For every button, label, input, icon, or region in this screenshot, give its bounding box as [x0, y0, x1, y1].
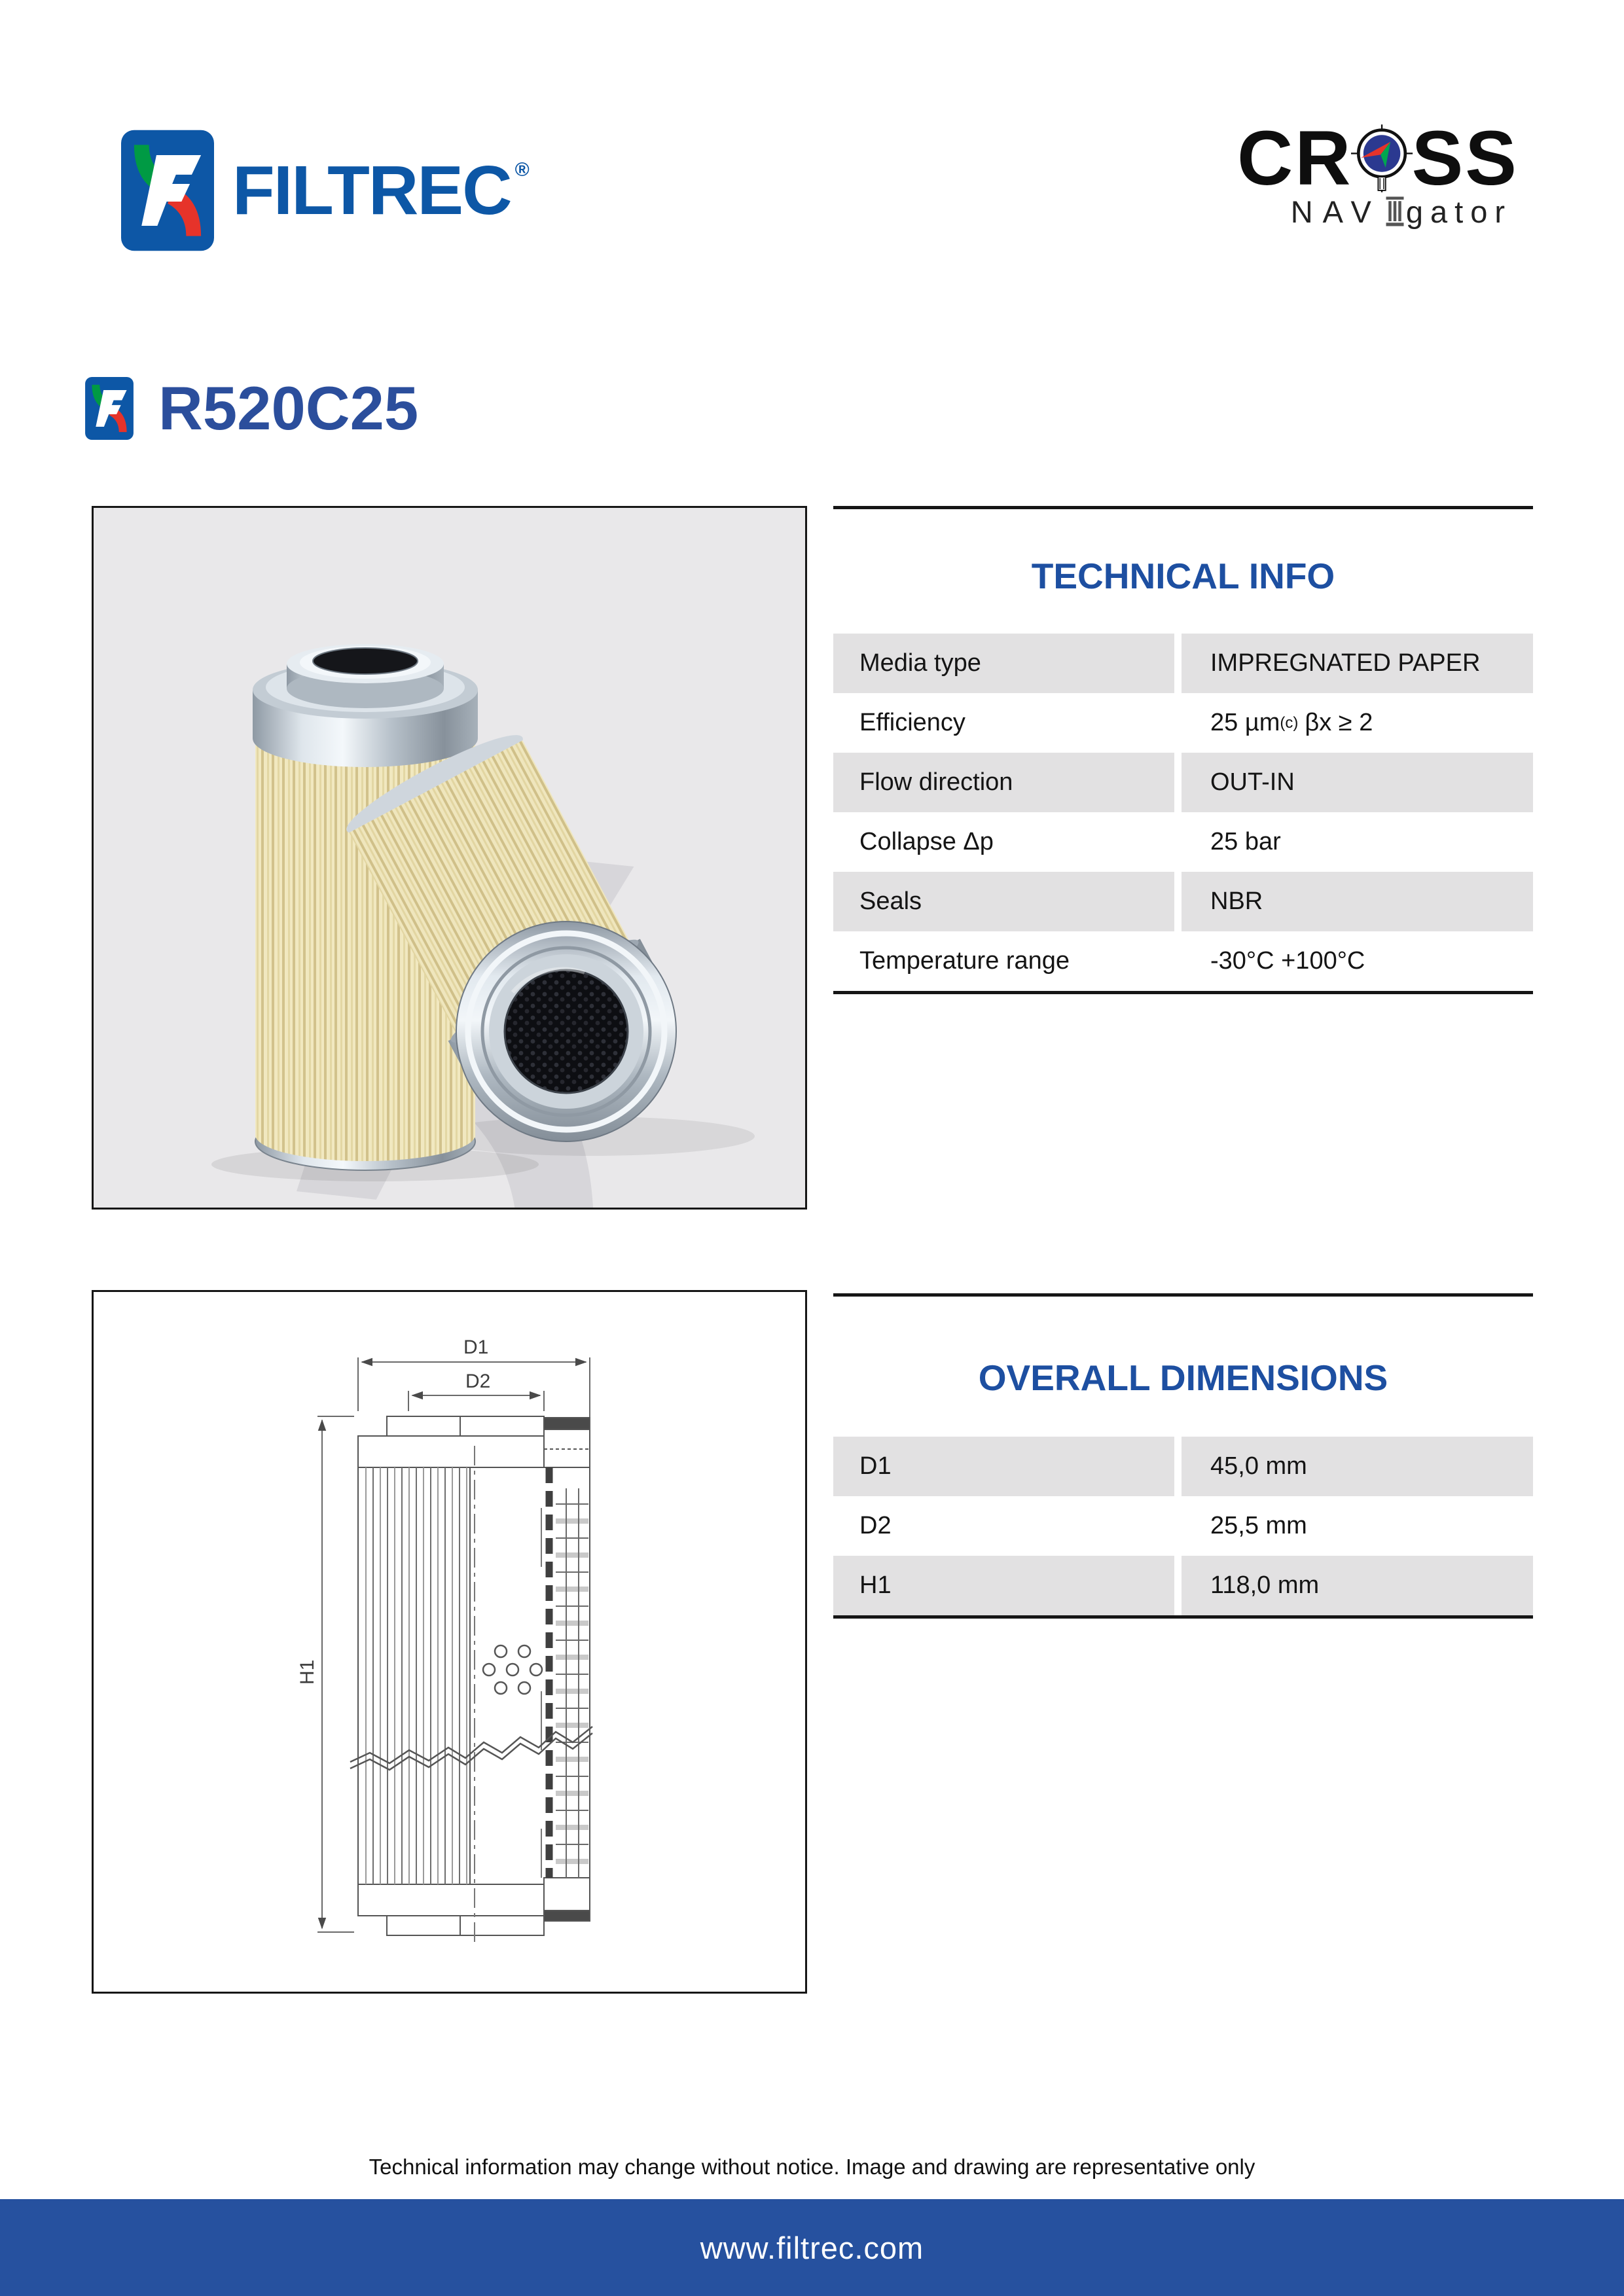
technical-info-table	[833, 634, 1533, 994]
filtrec-logo	[121, 128, 528, 253]
spec-value: OUT-IN	[1182, 753, 1533, 812]
brand-name: FILTREC	[232, 152, 511, 229]
filtrec-logo-icon	[121, 128, 214, 253]
drawing-label-h1: H1	[297, 1659, 318, 1685]
technical-info-title: TECHNICAL INFO	[1031, 556, 1335, 596]
cross-navigator-logo	[1237, 115, 1519, 230]
footer-bar	[0, 2199, 1624, 2296]
spec-value: IMPREGNATED PAPER	[1182, 634, 1533, 693]
dim-value: 118,0 mm	[1182, 1556, 1533, 1615]
spec-label: Flow direction	[833, 753, 1174, 812]
table-row	[833, 931, 1533, 991]
column-gap	[1174, 931, 1182, 991]
drawing-label-d2: D2	[465, 1371, 491, 1392]
wrap-crosshatch	[556, 1488, 588, 1878]
compass-icon	[1351, 120, 1413, 197]
overall-dimensions-section	[833, 1293, 1533, 1619]
cross-text-right: SS	[1411, 115, 1519, 202]
column-gap	[1174, 1496, 1182, 1556]
nav-text: NAV	[1290, 194, 1381, 229]
gator-text: gator	[1405, 194, 1512, 229]
column-gap	[1174, 634, 1182, 693]
website-link[interactable]: www.filtrec.com	[700, 2230, 924, 2265]
spec-value: NBR	[1182, 872, 1533, 931]
spec-label: Temperature range	[833, 931, 1174, 991]
table-row	[833, 872, 1533, 931]
part-title-row	[84, 373, 418, 444]
part-number: R520C25	[158, 374, 419, 442]
overall-dimensions-table	[833, 1437, 1533, 1619]
pleat-lines	[366, 1467, 467, 1884]
column-gap	[1174, 1437, 1182, 1496]
column-gap	[1174, 753, 1182, 812]
table-row	[833, 1556, 1533, 1615]
spec-label: Media type	[833, 634, 1174, 693]
brand-wordmark	[232, 152, 528, 229]
technical-info-section	[833, 506, 1533, 994]
table-row	[833, 812, 1533, 872]
product-photo	[92, 506, 807, 1210]
technical-drawing	[92, 1290, 807, 1994]
registered-mark: ®	[514, 159, 528, 181]
spec-label: Collapse Δp	[833, 812, 1174, 872]
efficiency-suffix: βx ≥ 2	[1305, 709, 1373, 736]
column-gap	[1174, 693, 1182, 753]
column-i-icon	[1385, 192, 1405, 230]
drawing-label-d1: D1	[463, 1336, 489, 1358]
cross-logo-line1	[1237, 115, 1519, 202]
dim-value: 45,0 mm	[1182, 1437, 1533, 1496]
dim-label: D2	[833, 1496, 1174, 1556]
overall-dimensions-title: OVERALL DIMENSIONS	[978, 1357, 1388, 1398]
table-row	[833, 1496, 1533, 1556]
dim-label: D1	[833, 1437, 1174, 1496]
part-title-icon	[84, 377, 135, 440]
break-line	[350, 1727, 592, 1770]
spec-value: 25 bar	[1182, 812, 1533, 872]
cross-text-left: CR	[1237, 115, 1353, 202]
dimension-drawing	[94, 1292, 805, 1992]
column-gap	[1174, 872, 1182, 931]
dim-label: H1	[833, 1556, 1174, 1615]
column-gap	[1174, 1556, 1182, 1615]
table-row	[833, 693, 1533, 753]
product-photo-illustration	[94, 508, 805, 1208]
disclaimer-text: Technical information may change without notice. Image and drawing are representative only	[369, 2155, 1255, 2179]
column-gap	[1174, 812, 1182, 872]
dim-value: 25,5 mm	[1182, 1496, 1533, 1556]
spec-label: Efficiency	[833, 693, 1174, 753]
spec-value: -30°C +100°C	[1182, 931, 1533, 991]
table-row	[833, 1437, 1533, 1496]
table-row	[833, 753, 1533, 812]
table-row	[833, 634, 1533, 693]
efficiency-prefix: 25 µm	[1210, 709, 1280, 736]
perforation-holes	[483, 1645, 542, 1694]
spec-value: 25 µm (c) βx ≥ 2	[1182, 693, 1533, 753]
spec-label: Seals	[833, 872, 1174, 931]
